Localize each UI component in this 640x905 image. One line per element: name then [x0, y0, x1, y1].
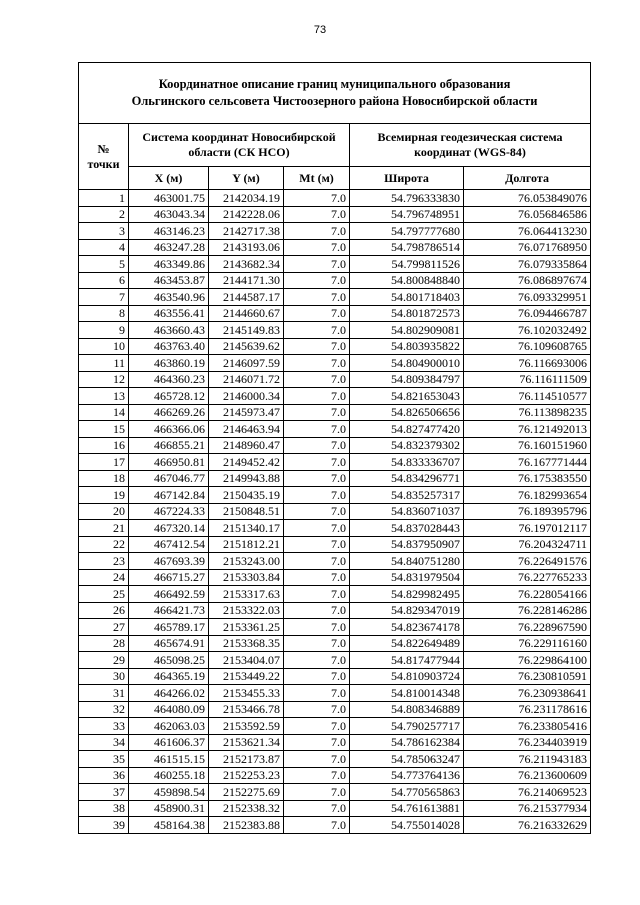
- longitude-cell: 76.214069523: [464, 784, 591, 801]
- mt-cell: 7.0: [284, 569, 350, 586]
- mt-cell: 7.0: [284, 437, 350, 454]
- y-cell: 2143682.34: [209, 256, 284, 273]
- table-row: [79, 668, 591, 685]
- point-number-cell: 37: [79, 784, 129, 801]
- y-cell: 2153243.00: [209, 553, 284, 570]
- longitude-cell: 76.121492013: [464, 421, 591, 438]
- table-row: [79, 619, 591, 636]
- mt-cell: 7.0: [284, 338, 350, 355]
- y-cell: 2153368.35: [209, 635, 284, 652]
- latitude-cell: 54.799811526: [350, 256, 464, 273]
- y-cell: 2146071.72: [209, 371, 284, 388]
- longitude-cell: 76.229864100: [464, 652, 591, 669]
- table-row: [79, 239, 591, 256]
- table-row: [79, 223, 591, 240]
- x-cell: 463763.40: [129, 338, 209, 355]
- x-cell: 459898.54: [129, 784, 209, 801]
- latitude-cell: 54.773764136: [350, 767, 464, 784]
- point-number-cell: 27: [79, 619, 129, 636]
- longitude-cell: 76.094466787: [464, 305, 591, 322]
- point-number-cell: 13: [79, 388, 129, 405]
- longitude-cell: 76.079335864: [464, 256, 591, 273]
- y-cell: 2148960.47: [209, 437, 284, 454]
- latitude-cell: 54.800848840: [350, 272, 464, 289]
- latitude-cell: 54.797777680: [350, 223, 464, 240]
- y-cell: 2152275.69: [209, 784, 284, 801]
- longitude-cell: 76.228146286: [464, 602, 591, 619]
- table-row: [79, 817, 591, 834]
- longitude-cell: 76.211943183: [464, 751, 591, 768]
- table-row: [79, 520, 591, 537]
- longitude-cell: 76.167771444: [464, 454, 591, 471]
- table-row: [79, 553, 591, 570]
- mt-cell: 7.0: [284, 289, 350, 306]
- y-cell: 2151812.21: [209, 536, 284, 553]
- longitude-cell: 76.071768950: [464, 239, 591, 256]
- table-row: [79, 404, 591, 421]
- point-number-cell: 19: [79, 487, 129, 504]
- y-cell: 2153322.03: [209, 602, 284, 619]
- longitude-cell: 76.227765233: [464, 569, 591, 586]
- longitude-cell: 76.093329951: [464, 289, 591, 306]
- table-row: [79, 305, 591, 322]
- table-row: [79, 635, 591, 652]
- longitude-cell: 76.113898235: [464, 404, 591, 421]
- x-cell: 467412.54: [129, 536, 209, 553]
- latitude-cell: 54.826506656: [350, 404, 464, 421]
- latitude-cell: 54.810014348: [350, 685, 464, 702]
- x-cell: 465098.25: [129, 652, 209, 669]
- longitude-cell: 76.109608765: [464, 338, 591, 355]
- latitude-cell: 54.786162384: [350, 734, 464, 751]
- longitude-cell: 76.182993654: [464, 487, 591, 504]
- x-cell: 464360.23: [129, 371, 209, 388]
- point-number-cell: 16: [79, 437, 129, 454]
- page-number: 73: [313, 24, 327, 36]
- y-cell: 2153404.07: [209, 652, 284, 669]
- mt-cell: 7.0: [284, 256, 350, 273]
- title-line-2: Ольгинского сельсовета Чистоозерного района Новосибирской области: [131, 94, 538, 108]
- latitude-cell: 54.770565863: [350, 784, 464, 801]
- longitude-cell: 76.230810591: [464, 668, 591, 685]
- x-cell: 466715.27: [129, 569, 209, 586]
- latitude-cell: 54.829982495: [350, 586, 464, 603]
- mt-cell: 7.0: [284, 322, 350, 339]
- point-number-cell: 36: [79, 767, 129, 784]
- x-cell: 461606.37: [129, 734, 209, 751]
- x-cell: 465674.91: [129, 635, 209, 652]
- x-cell: 463247.28: [129, 239, 209, 256]
- x-cell: 463453.87: [129, 272, 209, 289]
- table-title: [79, 63, 591, 124]
- longitude-cell: 76.231178616: [464, 701, 591, 718]
- x-cell: 466421.73: [129, 602, 209, 619]
- mt-cell: 7.0: [284, 668, 350, 685]
- mt-cell: 7.0: [284, 503, 350, 520]
- y-cell: 2151340.17: [209, 520, 284, 537]
- table-row: [79, 272, 591, 289]
- point-number-cell: 26: [79, 602, 129, 619]
- x-cell: 464080.09: [129, 701, 209, 718]
- table-row: [79, 586, 591, 603]
- x-cell: 463540.96: [129, 289, 209, 306]
- mt-cell: 7.0: [284, 421, 350, 438]
- y-cell: 2144171.30: [209, 272, 284, 289]
- table-row: [79, 470, 591, 487]
- y-cell: 2153592.59: [209, 718, 284, 735]
- point-number-cell: 20: [79, 503, 129, 520]
- mt-cell: 7.0: [284, 388, 350, 405]
- point-number-cell: 31: [79, 685, 129, 702]
- latitude-cell: 54.798786514: [350, 239, 464, 256]
- longitude-cell: 76.197012117: [464, 520, 591, 537]
- latitude-cell: 54.829347019: [350, 602, 464, 619]
- latitude-cell: 54.834296771: [350, 470, 464, 487]
- latitude-cell: 54.801718403: [350, 289, 464, 306]
- point-number-cell: 5: [79, 256, 129, 273]
- mt-cell: 7.0: [284, 454, 350, 471]
- table-row: [79, 784, 591, 801]
- point-number-cell: 15: [79, 421, 129, 438]
- longitude-cell: 76.229116160: [464, 635, 591, 652]
- y-cell: 2149452.42: [209, 454, 284, 471]
- mt-cell: 7.0: [284, 701, 350, 718]
- point-number-cell: 3: [79, 223, 129, 240]
- latitude-cell: 54.785063247: [350, 751, 464, 768]
- y-cell: 2152383.88: [209, 817, 284, 834]
- latitude-cell: 54.833336707: [350, 454, 464, 471]
- y-cell: 2152338.32: [209, 800, 284, 817]
- mt-cell: 7.0: [284, 800, 350, 817]
- mt-cell: 7.0: [284, 355, 350, 372]
- x-cell: 466950.81: [129, 454, 209, 471]
- longitude-cell: 76.175383550: [464, 470, 591, 487]
- header-y: Y (м): [209, 167, 284, 190]
- latitude-cell: 54.835257317: [350, 487, 464, 504]
- header-wgs-system: Всемирная геодезическая система координат (WGS-84): [350, 124, 591, 167]
- latitude-cell: 54.796333830: [350, 190, 464, 207]
- mt-cell: 7.0: [284, 751, 350, 768]
- x-cell: 467320.14: [129, 520, 209, 537]
- latitude-cell: 54.810903724: [350, 668, 464, 685]
- table-row: [79, 767, 591, 784]
- table-row: [79, 487, 591, 504]
- y-cell: 2150848.51: [209, 503, 284, 520]
- table-row: [79, 701, 591, 718]
- longitude-cell: 76.230938641: [464, 685, 591, 702]
- point-number-cell: 4: [79, 239, 129, 256]
- point-number-cell: 10: [79, 338, 129, 355]
- y-cell: 2149943.88: [209, 470, 284, 487]
- x-cell: 463043.34: [129, 206, 209, 223]
- x-cell: 464266.02: [129, 685, 209, 702]
- point-number-cell: 39: [79, 817, 129, 834]
- longitude-cell: 76.116693006: [464, 355, 591, 372]
- mt-cell: 7.0: [284, 553, 350, 570]
- y-cell: 2142228.06: [209, 206, 284, 223]
- latitude-cell: 54.823674178: [350, 619, 464, 636]
- y-cell: 2153621.34: [209, 734, 284, 751]
- x-cell: 466492.59: [129, 586, 209, 603]
- table-row: [79, 569, 591, 586]
- x-cell: 463349.86: [129, 256, 209, 273]
- longitude-cell: 76.228967590: [464, 619, 591, 636]
- x-cell: 467693.39: [129, 553, 209, 570]
- table-row: [79, 206, 591, 223]
- mt-cell: 7.0: [284, 305, 350, 322]
- y-cell: 2142034.19: [209, 190, 284, 207]
- point-number-cell: 18: [79, 470, 129, 487]
- y-cell: 2142717.38: [209, 223, 284, 240]
- mt-cell: 7.0: [284, 536, 350, 553]
- header-point-number: № точки: [79, 124, 129, 190]
- y-cell: 2153361.25: [209, 619, 284, 636]
- table-row: [79, 503, 591, 520]
- x-cell: 465789.17: [129, 619, 209, 636]
- header-mt: Mt (м): [284, 167, 350, 190]
- y-cell: 2152253.23: [209, 767, 284, 784]
- longitude-cell: 76.086897674: [464, 272, 591, 289]
- coordinates-document: [78, 62, 590, 834]
- point-number-cell: 1: [79, 190, 129, 207]
- x-cell: 464365.19: [129, 668, 209, 685]
- mt-cell: 7.0: [284, 652, 350, 669]
- x-cell: 463660.43: [129, 322, 209, 339]
- x-cell: 465728.12: [129, 388, 209, 405]
- mt-cell: 7.0: [284, 470, 350, 487]
- table-row: [79, 421, 591, 438]
- y-cell: 2145973.47: [209, 404, 284, 421]
- longitude-cell: 76.056846586: [464, 206, 591, 223]
- table-row: [79, 718, 591, 735]
- x-cell: 466269.26: [129, 404, 209, 421]
- table-row: [79, 322, 591, 339]
- table-row: [79, 734, 591, 751]
- point-number-cell: 8: [79, 305, 129, 322]
- x-cell: 458900.31: [129, 800, 209, 817]
- mt-cell: 7.0: [284, 734, 350, 751]
- latitude-cell: 54.840751280: [350, 553, 464, 570]
- latitude-cell: 54.803935822: [350, 338, 464, 355]
- latitude-cell: 54.827477420: [350, 421, 464, 438]
- point-number-cell: 38: [79, 800, 129, 817]
- x-cell: 467046.77: [129, 470, 209, 487]
- point-number-cell: 29: [79, 652, 129, 669]
- x-cell: 461515.15: [129, 751, 209, 768]
- y-cell: 2153317.63: [209, 586, 284, 603]
- coordinates-table: [78, 62, 591, 834]
- mt-cell: 7.0: [284, 223, 350, 240]
- latitude-cell: 54.801872573: [350, 305, 464, 322]
- mt-cell: 7.0: [284, 602, 350, 619]
- longitude-cell: 76.160151960: [464, 437, 591, 454]
- table-row: [79, 338, 591, 355]
- x-cell: 462063.03: [129, 718, 209, 735]
- x-cell: 467142.84: [129, 487, 209, 504]
- point-number-cell: 23: [79, 553, 129, 570]
- x-cell: 466366.06: [129, 421, 209, 438]
- table-row: [79, 190, 591, 207]
- mt-cell: 7.0: [284, 635, 350, 652]
- point-number-cell: 9: [79, 322, 129, 339]
- point-number-cell: 24: [79, 569, 129, 586]
- table-row: [79, 536, 591, 553]
- x-cell: 463556.41: [129, 305, 209, 322]
- latitude-cell: 54.836071037: [350, 503, 464, 520]
- mt-cell: 7.0: [284, 619, 350, 636]
- longitude-cell: 76.114510577: [464, 388, 591, 405]
- longitude-cell: 76.213600609: [464, 767, 591, 784]
- x-cell: 466855.21: [129, 437, 209, 454]
- point-number-cell: 7: [79, 289, 129, 306]
- longitude-cell: 76.064413230: [464, 223, 591, 240]
- mt-cell: 7.0: [284, 767, 350, 784]
- point-number-cell: 25: [79, 586, 129, 603]
- mt-cell: 7.0: [284, 371, 350, 388]
- latitude-cell: 54.755014028: [350, 817, 464, 834]
- table-row: [79, 437, 591, 454]
- x-cell: 463146.23: [129, 223, 209, 240]
- y-cell: 2152173.87: [209, 751, 284, 768]
- latitude-cell: 54.821653043: [350, 388, 464, 405]
- latitude-cell: 54.804900010: [350, 355, 464, 372]
- longitude-cell: 76.204324711: [464, 536, 591, 553]
- y-cell: 2153303.84: [209, 569, 284, 586]
- header-latitude: Широта: [350, 167, 464, 190]
- x-cell: 463860.19: [129, 355, 209, 372]
- point-number-cell: 35: [79, 751, 129, 768]
- y-cell: 2146097.59: [209, 355, 284, 372]
- latitude-cell: 54.831979504: [350, 569, 464, 586]
- latitude-cell: 54.802909081: [350, 322, 464, 339]
- table-row: [79, 355, 591, 372]
- longitude-cell: 76.233805416: [464, 718, 591, 735]
- latitude-cell: 54.796748951: [350, 206, 464, 223]
- y-cell: 2146463.94: [209, 421, 284, 438]
- table-row: [79, 602, 591, 619]
- mt-cell: 7.0: [284, 272, 350, 289]
- latitude-cell: 54.837950907: [350, 536, 464, 553]
- y-cell: 2153466.78: [209, 701, 284, 718]
- point-number-cell: 17: [79, 454, 129, 471]
- table-row: [79, 388, 591, 405]
- latitude-cell: 54.837028443: [350, 520, 464, 537]
- point-number-cell: 12: [79, 371, 129, 388]
- table-row: [79, 800, 591, 817]
- point-number-cell: 32: [79, 701, 129, 718]
- x-cell: 458164.38: [129, 817, 209, 834]
- point-number-cell: 2: [79, 206, 129, 223]
- y-cell: 2145149.83: [209, 322, 284, 339]
- point-number-cell: 28: [79, 635, 129, 652]
- table-row: [79, 371, 591, 388]
- title-line-1: Координатное описание границ муниципального образования: [158, 77, 511, 91]
- x-cell: 467224.33: [129, 503, 209, 520]
- table-row: [79, 751, 591, 768]
- longitude-cell: 76.228054166: [464, 586, 591, 603]
- header-x: X (м): [129, 167, 209, 190]
- mt-cell: 7.0: [284, 487, 350, 504]
- table-row: [79, 685, 591, 702]
- latitude-cell: 54.822649489: [350, 635, 464, 652]
- y-cell: 2144587.17: [209, 289, 284, 306]
- mt-cell: 7.0: [284, 206, 350, 223]
- longitude-cell: 76.234403919: [464, 734, 591, 751]
- longitude-cell: 76.116111509: [464, 371, 591, 388]
- table-row: [79, 256, 591, 273]
- y-cell: 2150435.19: [209, 487, 284, 504]
- longitude-cell: 76.215377934: [464, 800, 591, 817]
- latitude-cell: 54.809384797: [350, 371, 464, 388]
- point-number-cell: 14: [79, 404, 129, 421]
- mt-cell: 7.0: [284, 239, 350, 256]
- point-number-cell: 30: [79, 668, 129, 685]
- mt-cell: 7.0: [284, 784, 350, 801]
- x-cell: 460255.18: [129, 767, 209, 784]
- longitude-cell: 76.226491576: [464, 553, 591, 570]
- point-number-cell: 33: [79, 718, 129, 735]
- longitude-cell: 76.053849076: [464, 190, 591, 207]
- mt-cell: 7.0: [284, 520, 350, 537]
- mt-cell: 7.0: [284, 190, 350, 207]
- point-number-cell: 34: [79, 734, 129, 751]
- x-cell: 463001.75: [129, 190, 209, 207]
- y-cell: 2144660.67: [209, 305, 284, 322]
- longitude-cell: 76.189395796: [464, 503, 591, 520]
- latitude-cell: 54.817477944: [350, 652, 464, 669]
- latitude-cell: 54.761613881: [350, 800, 464, 817]
- y-cell: 2146000.34: [209, 388, 284, 405]
- point-number-cell: 22: [79, 536, 129, 553]
- longitude-cell: 76.102032492: [464, 322, 591, 339]
- mt-cell: 7.0: [284, 586, 350, 603]
- y-cell: 2153449.22: [209, 668, 284, 685]
- header-longitude: Долгота: [464, 167, 591, 190]
- y-cell: 2143193.06: [209, 239, 284, 256]
- point-number-cell: 11: [79, 355, 129, 372]
- latitude-cell: 54.808346889: [350, 701, 464, 718]
- mt-cell: 7.0: [284, 404, 350, 421]
- table-row: [79, 652, 591, 669]
- latitude-cell: 54.832379302: [350, 437, 464, 454]
- point-number-cell: 6: [79, 272, 129, 289]
- table-row: [79, 289, 591, 306]
- y-cell: 2153455.33: [209, 685, 284, 702]
- mt-cell: 7.0: [284, 685, 350, 702]
- longitude-cell: 76.216332629: [464, 817, 591, 834]
- header-local-system: Система координат Новосибирской области (СК НСО): [129, 124, 350, 167]
- mt-cell: 7.0: [284, 718, 350, 735]
- point-number-cell: 21: [79, 520, 129, 537]
- mt-cell: 7.0: [284, 817, 350, 834]
- latitude-cell: 54.790257717: [350, 718, 464, 735]
- table-row: [79, 454, 591, 471]
- y-cell: 2145639.62: [209, 338, 284, 355]
